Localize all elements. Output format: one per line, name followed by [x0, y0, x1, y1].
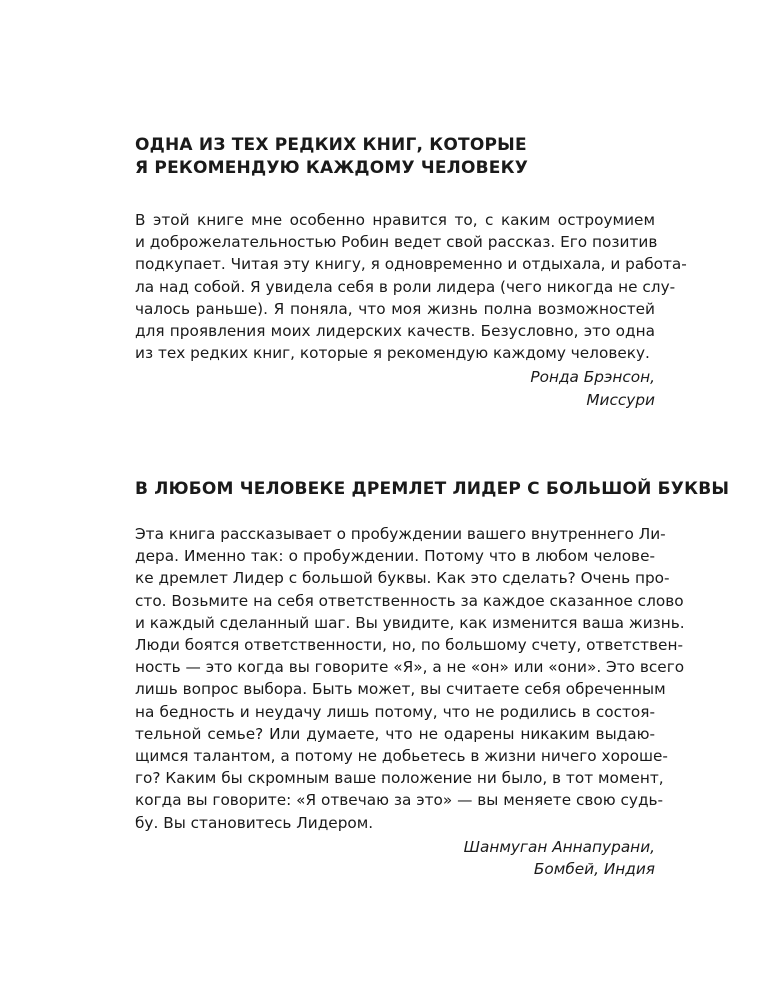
author-location: Миссури [586, 390, 655, 409]
text-line: лишь вопрос выбора. Быть может, вы считаете себя обреченным [135, 680, 666, 699]
testimonial-1 [135, 134, 687, 411]
text-line: тельной семье? Или думаете, что не одарены никаким выдаю- [135, 724, 655, 743]
testimonial-1-signature [135, 366, 655, 410]
text-line: сто. Возьмите на себя ответственность за каждое сказанное слово [135, 591, 684, 610]
testimonial-2 [135, 478, 730, 880]
author-name: Ронда Брэнсон, [530, 368, 655, 387]
text-line: дера. Именно так: о пробуждении. Потому что в любом челове- [135, 547, 655, 566]
text-line: щимся талантом, а потому не добьетесь в жизни ничего хороше- [135, 747, 668, 766]
text-line: из тех редких книг, которые я рекомендую каждому человеку. [135, 344, 650, 363]
heading-line: ОДНА ИЗ ТЕХ РЕДКИХ КНИГ, КОТОРЫЕ [135, 135, 527, 155]
text-line: бу. Вы становитесь Лидером. [135, 813, 374, 832]
author-location: Бомбей, Индия [533, 860, 655, 879]
text-line: ность — это когда вы говорите «Я», а не «он» или «они». Это всего [135, 658, 685, 677]
text-line: и доброжелательностью Робин ведет свой рассказ. Его позитив [135, 233, 658, 252]
testimonial-1-heading [135, 134, 655, 180]
text-line: Эта книга рассказывает о пробуждении вашего внутреннего Ли- [135, 525, 666, 543]
testimonial-2-signature [135, 836, 655, 880]
heading-line: В ЛЮБОМ ЧЕЛОВЕКЕ ДРЕМЛЕТ ЛИДЕР С БОЛЬШОЙ БУКВЫ [135, 479, 730, 499]
text-line: В этой книге мне особенно нравится то, с каким остроумием [135, 211, 655, 229]
text-line: для проявления моих лидерских качеств. Безусловно, это одна [135, 322, 655, 341]
heading-line: Я РЕКОМЕНДУЮ КАЖДОМУ ЧЕЛОВЕКУ [135, 158, 528, 178]
text-line: когда вы говорите: «Я отвечаю за это» — вы меняете свою судь- [135, 791, 664, 810]
text-line: и каждый сделанный шаг. Вы увидите, как изменится ваша жизнь. [135, 613, 685, 632]
text-line: на бедность и неудачу лишь потому, что не родились в состоя- [135, 702, 655, 721]
text-line: ке дремлет Лидер с большой буквы. Как это сделать? Очень про- [135, 569, 670, 588]
text-line: го? Каким бы скромным ваше положение ни было, в тот момент, [135, 769, 664, 788]
author-name: Шанмуган Аннапурани, [463, 837, 655, 856]
text-line: Люди боятся ответственности, но, по большому счету, ответствен- [135, 636, 683, 655]
testimonial-2-text [135, 523, 685, 834]
text-line: чалось раньше). Я поняла, что моя жизнь полна возможностей [135, 299, 655, 318]
testimonial-2-heading [135, 478, 730, 501]
testimonial-1-text [135, 209, 687, 364]
text-line: подкупает. Читая эту книгу, я одновременно и отдыхала, и работа- [135, 255, 687, 274]
text-line: ла над собой. Я увидела себя в роли лидера (чего никогда не слу- [135, 277, 676, 296]
